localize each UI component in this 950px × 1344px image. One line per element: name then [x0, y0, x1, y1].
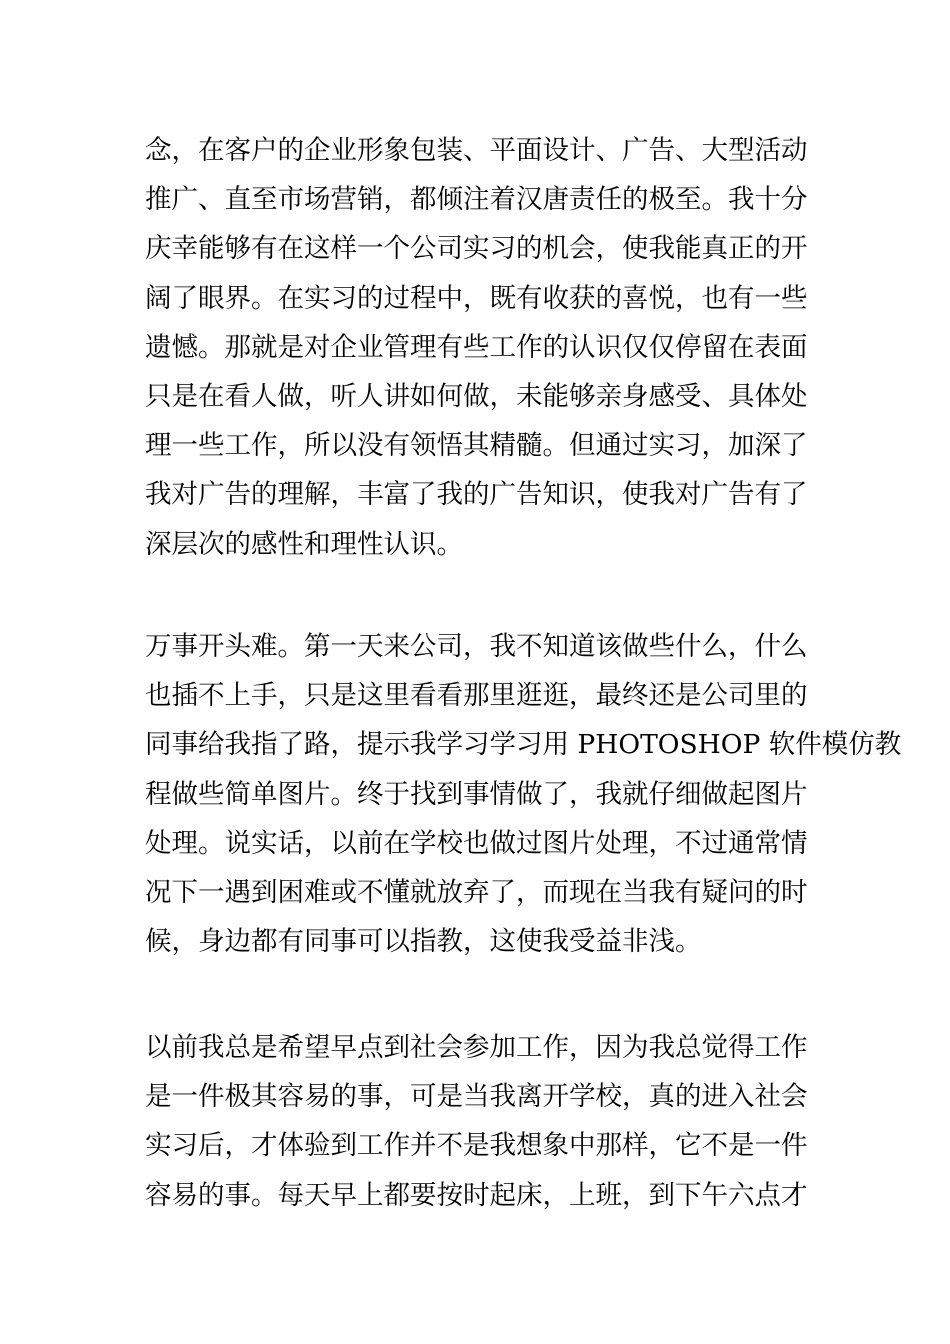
- text-line: 处理。说实话，以前在学校也做过图片处理，不过通常情: [145, 827, 808, 859]
- text-line: 是一件极其容易的事，可是当我离开学校，真的进入社会: [145, 1081, 808, 1113]
- text-line: 实习后，才体验到工作并不是我想象中那样，它不是一件: [145, 1130, 808, 1162]
- text-line: 推广、直至市场营销，都倾注着汉唐责任的极至。我十分: [145, 184, 808, 216]
- paragraph-1: [145, 126, 815, 569]
- paragraph-2: [145, 622, 902, 966]
- text-line: 只是在看人做，听人讲如何做，未能够亲身感受、具体处: [145, 380, 808, 412]
- text-line: 也插不上手，只是这里看看那里逛逛，最终还是公司里的: [145, 680, 808, 712]
- text-line: 理一些工作，所以没有领悟其精髓。但通过实习，加深了: [145, 430, 808, 462]
- text-line: 遗憾。那就是对企业管理有些工作的认识仅仅停留在表面: [145, 331, 808, 363]
- text-line: 念，在客户的企业形象包装、平面设计、广告、大型活动: [145, 135, 808, 166]
- text-line: 深层次的感性和理性认识。: [145, 528, 463, 560]
- text-line: 况下一遇到困难或不懂就放弃了，而现在当我有疑问的时: [145, 876, 808, 908]
- text-line: 同事给我指了路，提示我学习学习用 PHOTOSHOP 软件模仿教: [145, 729, 902, 761]
- text-line: 候，身边都有同事可以指教，这使我受益非浅。: [145, 926, 702, 958]
- text-line: 万事开头难。第一天来公司，我不知道该做些什么，什么: [145, 631, 808, 662]
- text-line: 程做些简单图片。终于找到事情做了，我就仔细做起图片: [145, 778, 808, 810]
- paragraph-3: [145, 1023, 815, 1220]
- text-line: 阔了眼界。在实习的过程中，既有收获的喜悦，也有一些: [145, 282, 808, 314]
- text-line: 我对广告的理解，丰富了我的广告知识，使我对广告有了: [145, 479, 808, 511]
- text-line: 容易的事。每天早上都要按时起床，上班，到下午六点才: [145, 1179, 808, 1211]
- text-line: 以前我总是希望早点到社会参加工作，因为我总觉得工作: [145, 1032, 808, 1063]
- text-line: 庆幸能够有在这样一个公司实习的机会，使我能真正的开: [145, 233, 808, 265]
